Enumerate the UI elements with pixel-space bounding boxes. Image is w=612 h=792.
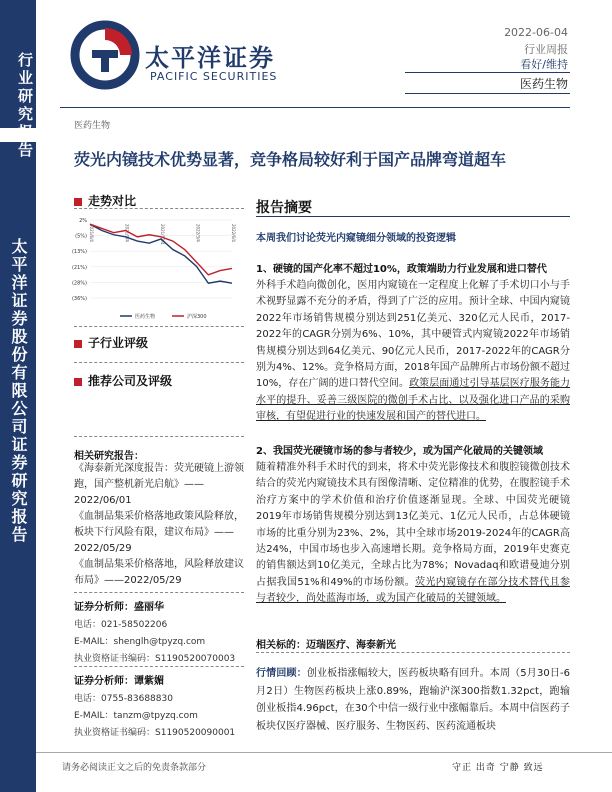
analyst-phone: 电话：021-58502206: [74, 620, 168, 630]
summary-heading: 报告摘要: [256, 200, 312, 216]
divider: [74, 326, 244, 327]
trend-heading-label: 走势对比: [88, 194, 137, 208]
sector-name: 医药生物: [519, 77, 568, 91]
point-1-body: [256, 278, 570, 426]
point-1-title: 1、硬镜的国产化率不超过10%，政策端助力行业发展和进口替代: [256, 264, 547, 275]
logo-text-en: PACIFIC SECURITIES: [150, 70, 278, 83]
x-tick-label: 2021/9/4: [124, 224, 130, 242]
related-report-link[interactable]: 《血制品集采价格落地政策风险释放，板块下行风险有限，建议布局》——2022/05/29: [74, 511, 244, 554]
related-targets-value: 迈瑞医疗、海泰新光: [306, 640, 396, 651]
sub-rating-heading: [74, 334, 148, 351]
trend-heading: [74, 192, 136, 209]
header-divider-2: [405, 93, 570, 94]
analyst-email[interactable]: E-MAIL：shenglh@tpyzq.com: [74, 637, 206, 647]
x-tick-label: 2022/3/4: [195, 224, 201, 242]
y-tick-label: (28%): [71, 280, 87, 287]
related-report-link[interactable]: 《血制品集采价格落地，风险释放建议布局》——2022/05/29: [74, 559, 244, 586]
market-review-text: 创业板指涨幅较大，医药板块略有回升。本周（5月30日-6月2日）生物医药板块上涨0.89%，跑输沪深300指数1.32pct，跑输创业板指4.96pct，在30个中信一级行业中涨幅靠后。本周中信医药子板块仅医疗器械、医疗服务、生物医药、医药流通板块: [256, 668, 570, 732]
page-title: 荧光内镜技术优势显著，竞争格局较好利于国产品牌弯道超车: [74, 150, 507, 169]
x-tick-label: 2021/12/4: [160, 224, 165, 245]
bullet-icon: [74, 378, 82, 386]
y-tick-label: (21%): [71, 264, 87, 271]
related-reports-label: 相关研究报告：: [74, 451, 144, 462]
trend-chart: [62, 212, 240, 324]
divider: [74, 362, 244, 363]
divider: [74, 436, 244, 437]
point-2-body: [256, 460, 570, 608]
company-heading: [74, 372, 172, 389]
point-1-text: 外科手术趋向微创化，医用内窥镜在一定程度上化解了手术切口小与手术视野显露不充分的矛盾，得到了广泛的应用。预计全球、中国内窥镜2022年市场销售规模分别达到251亿美元、320亿元人民币，2017-2022年的CAGR分别为6%、10%，其中硬管式内窥镜2022年市场销售规模分别达到64亿美元、90亿元人民币，2017-2022年的CAGR分别为4%、12%。竞争格局方面，2018年国产品牌所占市场份额不超过10%，存在广阔的进口替代空间。: [256, 280, 570, 390]
analyst-name: 证券分析师：谭紫媚: [74, 676, 164, 687]
y-tick-label: (13%): [71, 249, 87, 256]
footer-motto: 守正 出奇 宁静 致远: [452, 763, 544, 773]
analyst-email[interactable]: E-MAIL：tanzm@tpyzq.com: [74, 711, 198, 721]
report-date: 2022-06-04: [504, 26, 568, 39]
analyst-phone: 电话：0755-83688830: [74, 694, 173, 704]
y-tick-label: (5%): [75, 233, 87, 240]
legend-label: 沪深300: [187, 314, 207, 320]
market-review-label: 行情回顾：: [256, 668, 307, 679]
header-divider: [405, 72, 570, 73]
company-heading-label: 推荐公司及评级: [88, 374, 173, 388]
summary-subheading: 本周我们讨论荧光内窥镜细分领域的投资逻辑: [256, 233, 456, 244]
point-2-underline: 荧光内窥镜存在部分技术替代且参与者较少，尚处蓝海市场，或为国产化破局的关键领域。: [256, 576, 571, 605]
bullet-icon: [74, 198, 82, 206]
legend-label: 医药生物: [135, 314, 156, 320]
side-band-top-text: 行业研究报告: [16, 52, 34, 160]
report-type: 行业周报: [524, 43, 568, 56]
side-band-bottom-text: 太平洋证券股份有限公司证券研究报告: [9, 238, 28, 544]
x-tick-label: 2021/6/4: [89, 224, 94, 242]
related-targets: [256, 636, 396, 651]
related-report-link[interactable]: 《海泰新光深度报告：荧光硬镜上游领跑，国产整机新光启航》——2022/06/01: [74, 463, 244, 506]
sub-rating-heading-label: 子行业评级: [88, 336, 149, 350]
divider: [256, 652, 570, 653]
point-2-text: 随着精准外科手术时代的到来，将术中荧光影像技术和腹腔镜微创技术结合的荧光内窥镜技术具有图像清晰、定位精准的优势，在腹腔镜手术治疗方案中的学术价值和治疗价值逐渐显现。全球、中国荧光硬镜2019年市场销售规模分别达到13亿美元、1亿元人民币，占总体硬镜市场的比重分别为23%、2%，其中全球市场2019-2024年的CAGR高达24%，中国市场也步入高速增长期。竞争格局方面，2019年史赛克的销售额达到10亿美元，全球占比为78%；Novadaq和欧谱曼迪分别占据我国51%和49%的市场份额。: [256, 462, 570, 588]
footer-disclaimer: 请务必阅读正文之后的免责条款部分: [62, 763, 207, 773]
divider: [74, 592, 244, 593]
logo-icon: [70, 20, 140, 90]
logo-text-cn: 太平洋证券: [145, 44, 275, 72]
bullet-icon: [74, 340, 82, 348]
breadcrumb: 医药生物: [74, 121, 111, 131]
y-tick-label: 2%: [79, 218, 87, 224]
summary-rule: [256, 216, 570, 217]
analyst-name: 证券分析师：盛丽华: [74, 602, 164, 613]
point-1-underline: 政策层面通过引导基层医疗服务能力水平的提升、妥善三级医院的微创手术占比、以及强化进口产品的采购审核，有望促进行业的快速发展和国产的替代进口。: [256, 378, 571, 423]
top-rule: [60, 107, 570, 108]
y-tick-label: (36%): [71, 296, 87, 302]
related-targets-label: 相关标的：: [256, 640, 306, 651]
market-review: [256, 665, 570, 735]
footer-rule: [36, 752, 612, 753]
divider: [74, 208, 244, 209]
x-tick-label: 2022/6/4: [231, 224, 236, 242]
analyst-license: 执业资格证书编码：S1190520070003: [74, 654, 236, 664]
sector-rating: 看好/维持: [520, 58, 568, 71]
point-2-title: 2、我国荧光硬镜市场的参与者较少，或为国产化破局的关键领域: [256, 446, 543, 457]
analyst-license: 执业资格证书编码：S1190520090001: [74, 728, 236, 738]
divider: [74, 666, 244, 667]
